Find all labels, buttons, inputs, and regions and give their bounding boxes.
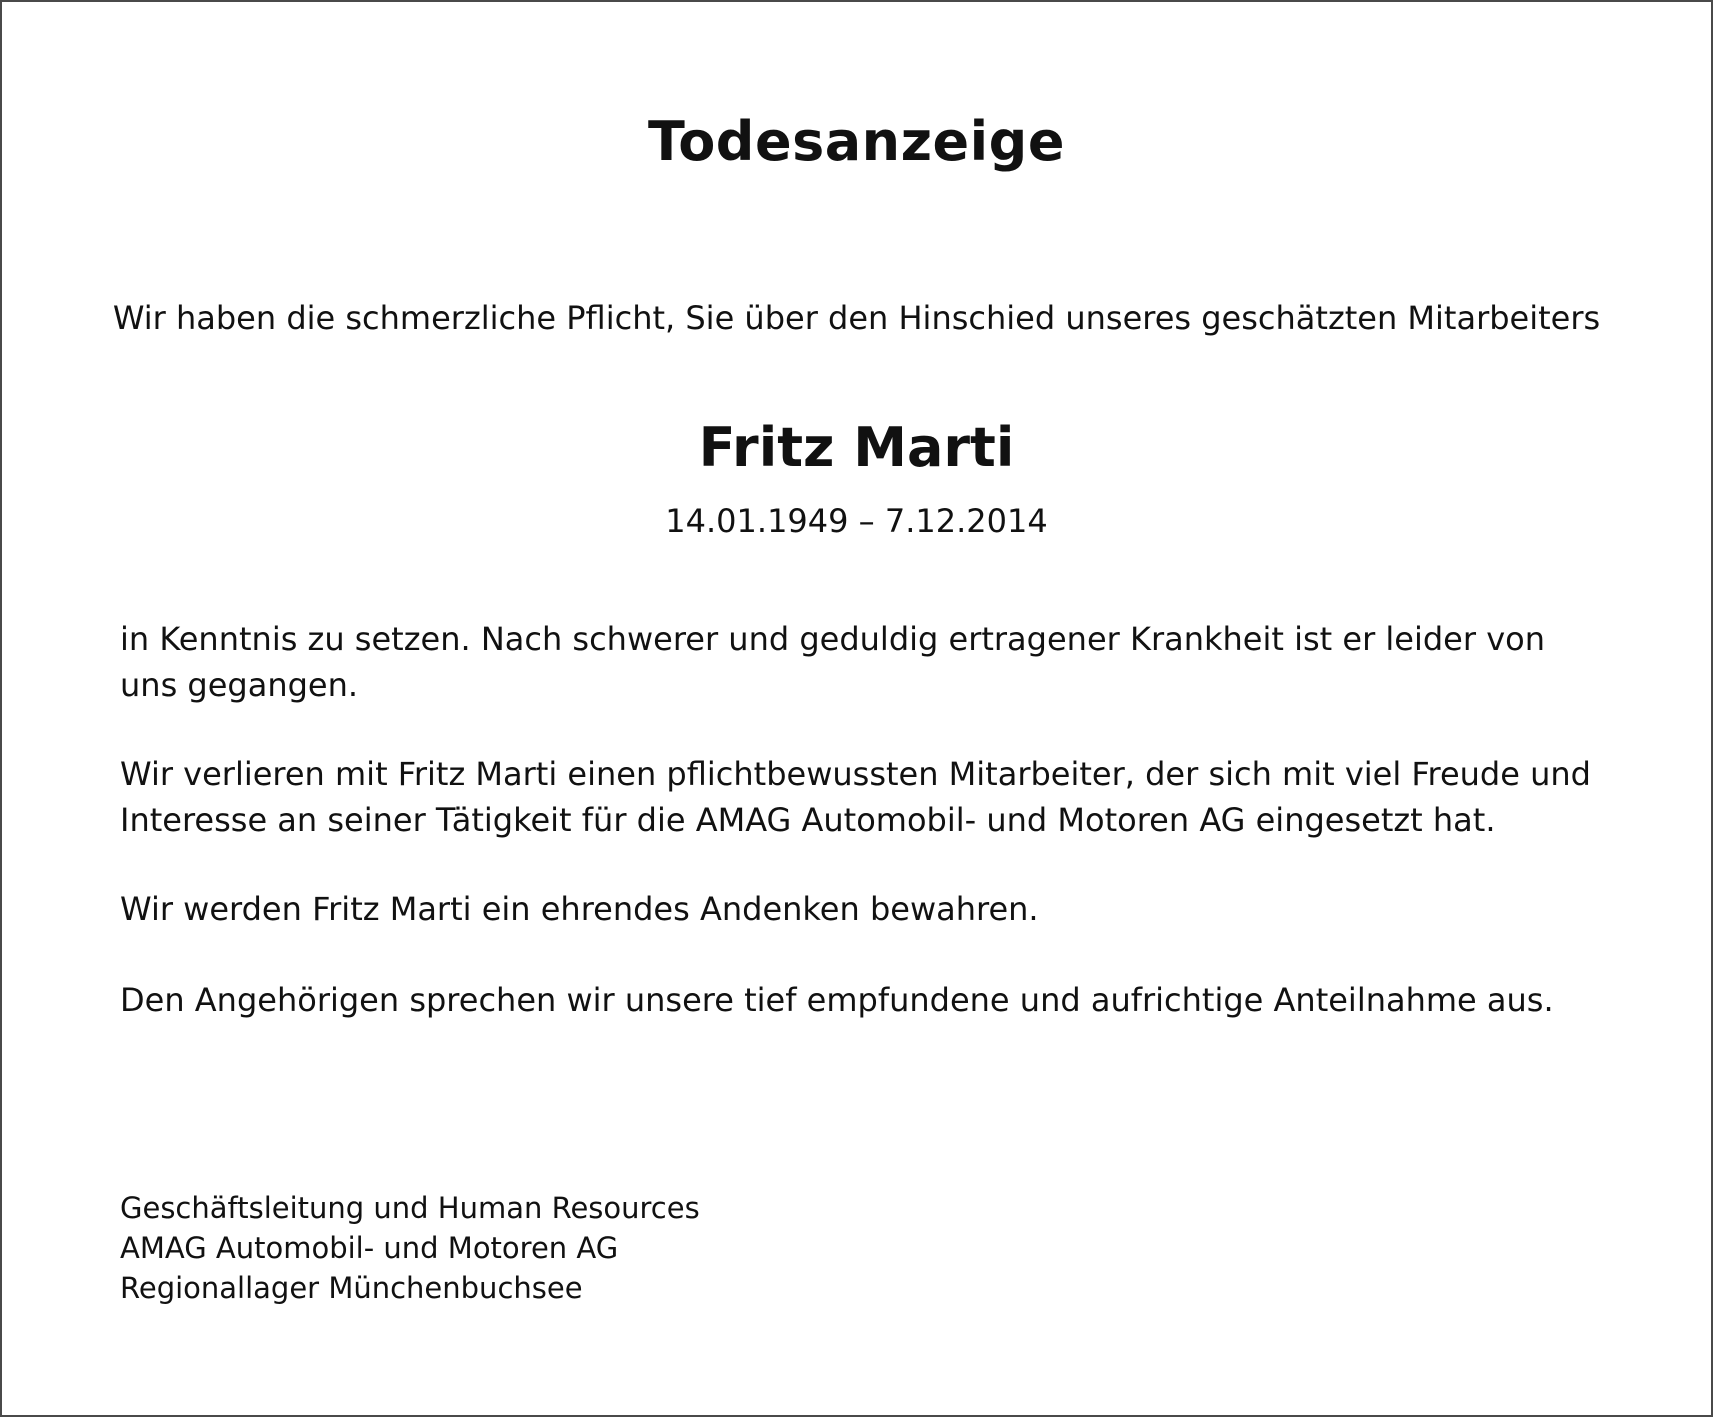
signature-department: Geschäftsleitung und Human Resources — [120, 1191, 700, 1225]
signature-company: AMAG Automobil- und Motoren AG — [120, 1231, 619, 1265]
paragraph-illness: in Kenntnis zu setzen. Nach schwerer und geduldig ertragener Krankheit ist er leider von uns gegangen. — [120, 620, 1545, 704]
paragraph-condolences: Den Angehörigen sprechen wir unsere tief empfundene und aufrichtige Anteilnahme aus. — [120, 981, 1554, 1019]
life-dates: 14.01.1949 – 7.12.2014 — [665, 502, 1048, 540]
paragraph-appreciation: Wir verlieren mit Fritz Marti einen pflichtbewussten Mitarbeiter, der sich mit viel Freude und Interesse an seiner Tätigkeit für die AMAG Automobil- und Motoren AG eingesetzt hat. — [120, 755, 1591, 839]
intro-text: Wir haben die schmerzliche Pflicht, Sie über den Hinschied unseres geschätzten Mitarbeiters — [112, 299, 1601, 337]
notice-title: Todesanzeige — [648, 110, 1065, 173]
deceased-name: Fritz Marti — [698, 416, 1015, 479]
signature-block — [120, 1188, 700, 1308]
signature-location: Regionallager Münchenbuchsee — [120, 1271, 583, 1305]
paragraph-remembrance: Wir werden Fritz Marti ein ehrendes Andenken bewahren. — [120, 890, 1039, 928]
